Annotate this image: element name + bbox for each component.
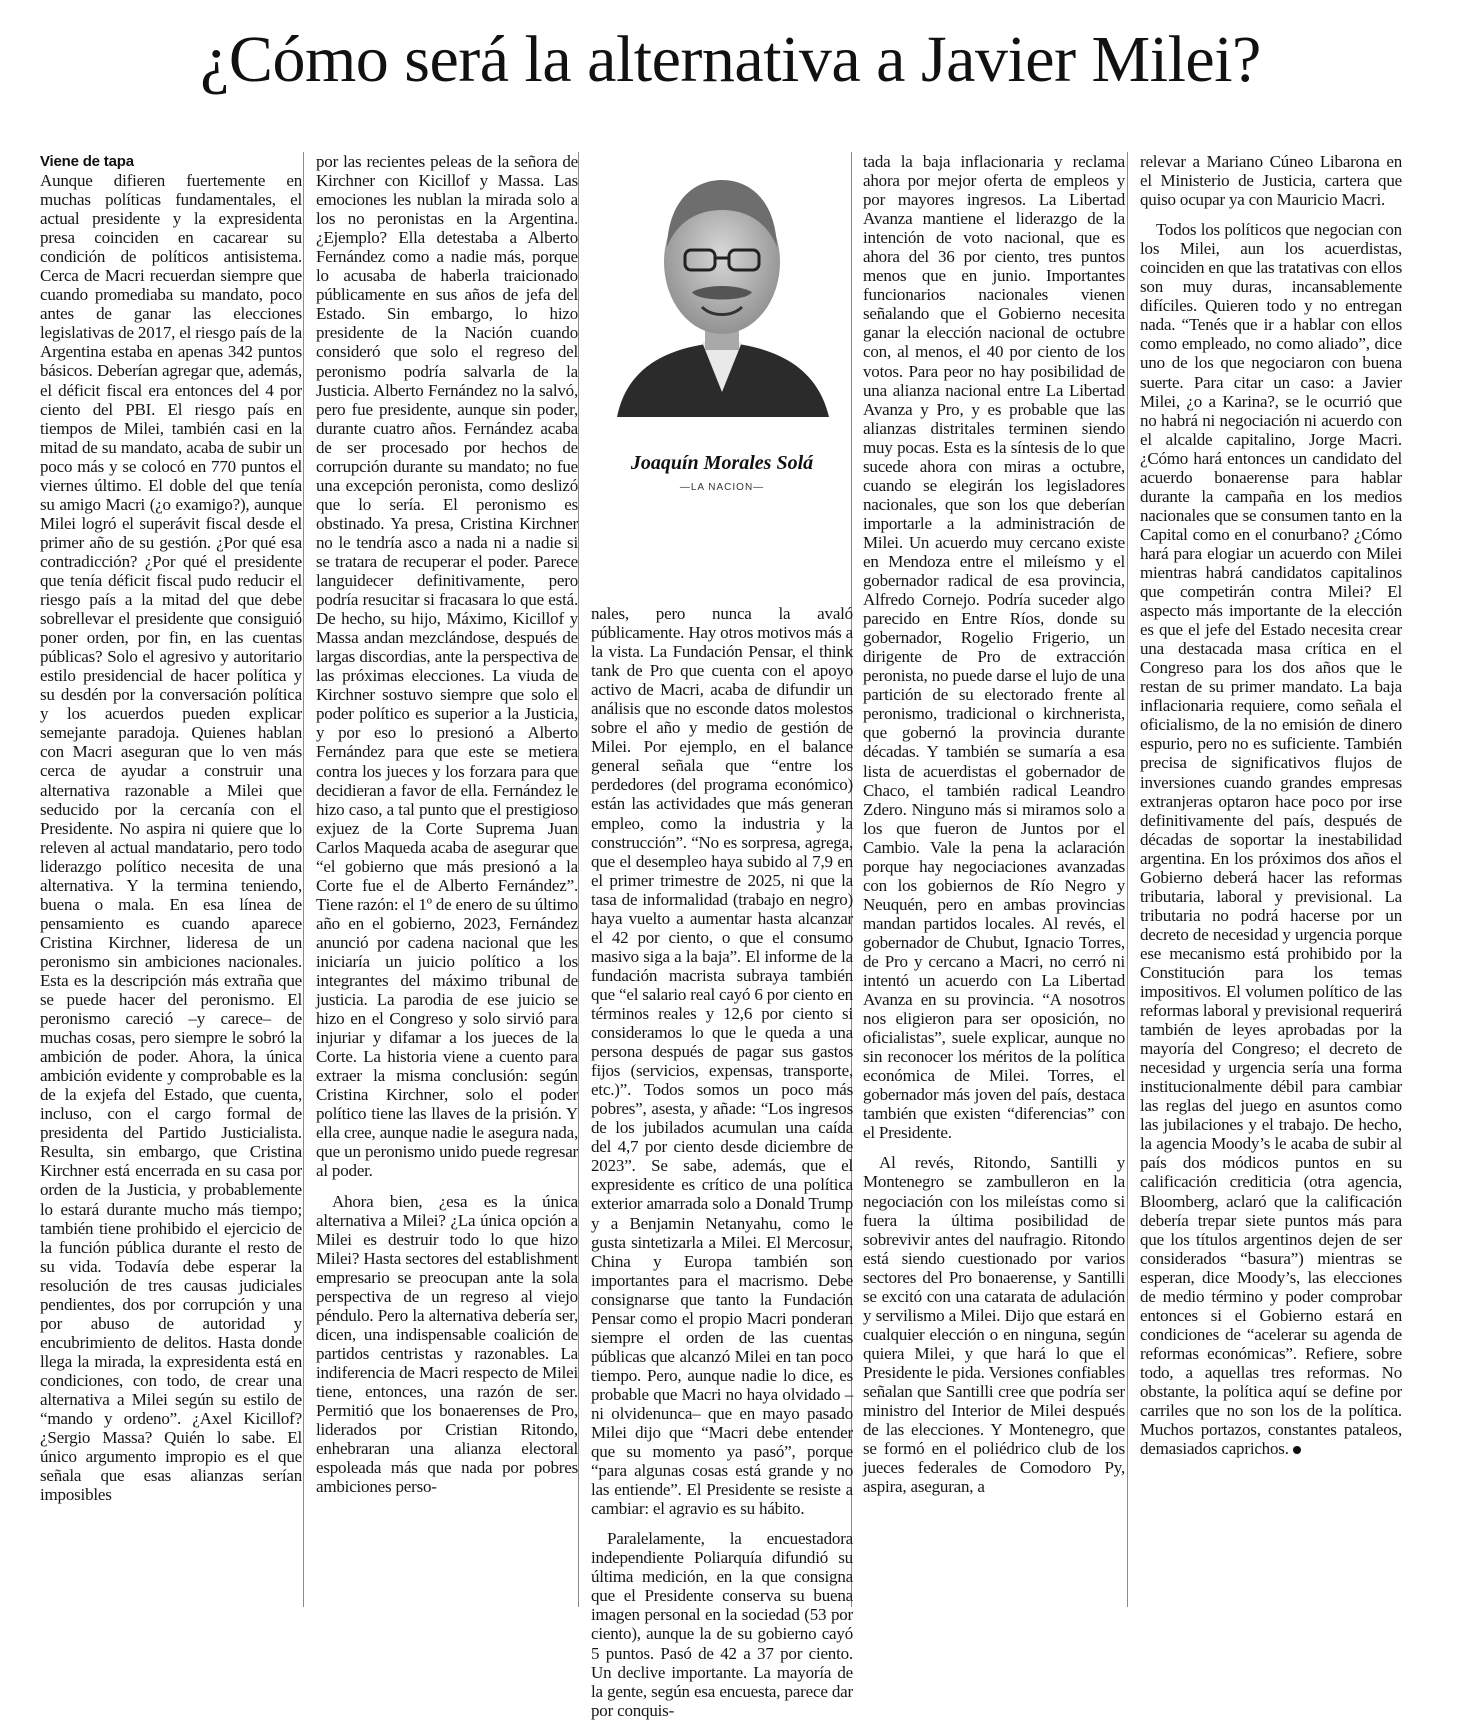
author-portrait xyxy=(597,152,847,417)
author-name: Joaquín Morales Solá xyxy=(630,452,814,474)
byline xyxy=(591,152,853,592)
paragraph: Paralelamente, la encuestadora independiente Poliarquía difundió su última medición, en la que consigna que el Presidente conserva su buena imagen personal en la sociedad (53 por ciento), aunque la de su gobierno cayó 5 puntos. Pasó de 42 a 37 por ciento. Un declive importante. La mayoría de la gente, según esa encuesta, parece dar por conquis- xyxy=(591,1529,853,1720)
article-column-3 xyxy=(591,604,853,1720)
column-rule xyxy=(303,152,304,1607)
column-rule xyxy=(1127,152,1128,1607)
paragraph: Ahora bien, ¿esa es la única alternativa a Milei? ¿La única opción a Milei es destruir todo lo que hizo Milei? Hasta sectores del establishment empresario se preocupan ante la sola perspectiva de un regreso al viejo péndulo. Pero la alternativa debería ser, dicen, una indispensable coalición de partidos centristas y razonables. La indiferencia de Macri respecto de Milei tiene, entonces, una razón de ser. Permitió que los bonaerenses de Pro, liderados por Cristian Ritondo, enhebraran una alianza electoral espoleada más que nada por pobres ambiciones perso- xyxy=(316,1191,578,1497)
paragraph: Al revés, Ritondo, Santilli y Montenegro se zambulleron en la negociación con los mileístas como si fuera la última posibilidad de sobrevivir antes del naufragio. Ritondo está siendo cuestionado por varios sectores del Pro bonaerense, y Santilli se excitó con una catarata de adulación y servilismo a Milei. Dijo que estará en cualquier elección o en ninguna, según quiera Milei, y que hará lo que el Presidente le pida. Versiones confiables señalan que Santilli cree que podría ser ministro del Interior de Milei después de las elecciones. Y Montenegro, que se formó en el poliédrico club de los jueces federales de Comodoro Py, aspira, aseguran, a xyxy=(863,1153,1125,1497)
paragraph: nales, pero nunca la avaló públicamente. Hay otros motivos más a la vista. La Fundación Pensar, el think tank de Pro que cuenta con el apoyo activo de Macri, acaba de difundir un análisis que no esconde datos molestos sobre el año y medio de gestión de Milei. Por ejemplo, en el balance general señala que “entre los perdedores (del programa económico) están las actividades que más generan empleo, como la industria y la construcción”. “No es sorpresa, agrega, que el desempleo haya subido al 7,9 en el primer trimestre de 2025, ni que la tasa de informalidad (trabajo en negro) haya vuelto a aumentar hasta alcanzar el 42 por ciento, o que el consumo masivo siga a la baja”. El informe de la fundación macrista subraya también que “el salario real cayó 6 por ciento en términos reales y 12,6 por ciento si consideramos lo que le queda a una persona después de pagar sus gastos fijos (servicios, expensas, transporte, etc.)”. Todos somos un poco más pobres”, asesta, y añade: “Los ingresos de los jubilados acumulan una caída del 4,7 por ciento desde diciembre de 2023”. Se sabe, además, que el expresidente es crítico de una política exterior amarrada solo a Donald Trump y a Benjamin Netanyahu, como le gusta sintetizarla a Milei. El Mercosur, China y Europa también son importantes para el macrismo. Debe consignarse que tanto la Fundación Pensar como el propio Macri ponderan siempre el orden de las cuentas públicas que alcanzó Milei en tan poco tiempo. Pero, aunque nadie lo dice, es probable que Macri no haya olvidado –ni olvidenunca– que en mayo pasado Milei dijo que “Macri debe entender que su momento ya pasó”, porque “para algunas cosas está grande y no las entiende”. El Presidente se resiste a cambiar: el agravio es su hábito. xyxy=(591,604,853,1519)
article-column-2 xyxy=(316,152,578,1600)
end-mark-icon xyxy=(1293,1446,1301,1454)
kicker: Viene de tapa xyxy=(40,153,134,170)
paragraph: por las recientes peleas de la señora de Kirchner con Kicillof y Massa. Las emociones les nublan la mirada solo a los no peronistas en la Argentina. ¿Ejemplo? Ella detestaba a Alberto Fernández como a nadie más, porque lo acusaba de haberla traicionado públicamente en sus años de jefa del Estado. Sin embargo, lo hizo presidente de la Nación cuando consideró que solo el regreso del peronismo podría salvarla de la Justicia. Alberto Fernández no la salvó, pero fue presidente, aunque sin poder, durante cuatro años. Fernández acaba de ser procesado por hechos de corrupción durante su mandato; no fue una excepción peronista, como deslizó que lo sería. El peronismo es obstinado. Ya presa, Cristina Kirchner no le tendría asco a nada ni a nadie si se tratara de recuperar el poder. Parece languidecer definitivamente, pero podría resucitar si fracasara lo que está. De hecho, su hijo, Máximo, Kicillof y Massa andan mezclándose, después de largas discordias, ante la perspectiva de las próximas elecciones. La viuda de Kirchner sostuvo siempre que solo el poder político es superior a la Justicia, y por eso lo presionó a Alberto Fernández para que este se metiera contra los jueces y los forzara para que decidieran a favor de ella. Fernández le hizo caso, a tal punto que el prestigioso exjuez de la Corte Suprema Juan Carlos Maqueda acaba de asegurar que “el gobierno que más presionó a la Corte fue el de Alberto Fernández”. Tiene razón: el 1º de enero de su último año en el gobierno, 2023, Fernández anunció por cadena nacional que les iniciaría un juicio político a los integrantes del máximo tribunal de justicia. La parodia de ese juicio se hizo en el Congreso y solo sirvió para injuriar y difamar a los jueces de la Corte. La historia viene a cuento para extraer la misma conclusión: según Cristina Kirchner, solo el poder político tiene las llaves de la prisión. Y ella cree, aunque nadie le asegura nada, que un peronismo unido puede regresar al poder. xyxy=(316,152,578,1181)
article-column-1 xyxy=(40,152,302,1600)
article-column-4 xyxy=(863,152,1125,1600)
paragraph-text: Todos los políticos que negocian con los Milei, aun los acuerdistas, coinciden en que las tratativas con ellos son muy duras, incansablemente difíciles. Quieren todo y no entregan nada. “Tenés que ir a hablar con ellos como empleado, no como aliado”, dice uno de los que negociaron con buena suerte. Para citar un caso: a Javier Milei, ¿o a Karina?, se le ocurrió que no habrá ni negociación ni acuerdo con el alcalde capitalino, Jorge Macri. ¿Cómo hará entonces un candidato del acuerdo bonaerense para hablar durante la campaña en los medios nacionales que se consumen tanto en la Capital como en el conurbano? ¿Cómo hará para elogiar un acuerdo con Milei mientras habrá candidatos capitalinos que competirán contra Milei? El aspecto más importante de la elección es que el jefe del Estado necesita crear una destacada masa crítica en el Congreso para los dos años que le restan de su primer mandato. La baja inflacionaria requiere, como señala el oficialismo, de la no emisión de dinero espurio, pero no es suficiente. También precisa de significativos flujos de inversiones cuando grandes empresas extranjeras optaron hace poco por irse definitivamente del país, después de décadas de soportar la inestabilidad argentina. En los próximos dos años el Gobierno deberá hacer las reformas tributaria, laboral y previsional. La tributaria no podrá hacerse por un decreto de necesidad y urgencia porque ese mecanismo está prohibido por la Constitución para los temas impositivos. El volumen político de las reformas laboral y previsional requerirá también de leyes aprobadas por la mayoría del Congreso; el decreto de necesidad y urgencia sería una forma institucionalmente débil para cambiar las reglas del juego en asuntos como las jubilaciones y el trabajo. De hecho, la agencia Moody’s le acaba de subir al país dos módicos puntos en su calificación crediticia (otra agencia, Bloomberg, aclaró que la calificación debería trepar siete puntos más para que los títulos argentinos dejen de ser considerados “basura”) mientras se esperan, dice Moody’s, las elecciones de medio término y poder comprobar entonces si el Gobierno estará en condiciones de “acelerar su agenda de reformas económicas”. Refiere, sobre todo, a aquellas tres reformas. No obstante, la política aquí se define por carriles que no son los de la política. Muchos portazos, constantes pataleos, demasiados caprichos. xyxy=(1140,220,1402,1459)
column-rule xyxy=(578,152,579,1607)
article-column-5 xyxy=(1140,152,1402,1600)
author-org: —LA NACION— xyxy=(679,482,765,493)
paragraph: Aunque difieren fuertemente en muchas políticas fundamentales, el actual presidente y la expresidenta presa coinciden en cacarear su condición de políticos antisistema. Cerca de Macri recuerdan siempre que cuando promediaba su mandato, poco antes de ganar las elecciones legislativas de 2017, el riesgo país de la Argentina estaba en apenas 342 puntos básicos. Deberían agregar que, además, el déficit fiscal era entonces del 4 por ciento del PBI. El riesgo país en tiempos de Milei, también casi en la mitad de su mandato, acaba de subir un poco más y se colocó en 770 puntos el viernes último. El doble del que tenía su amigo Macri (¿o examigo?), aunque Milei logró el superávit fiscal desde el primer año de su gestión. ¿Por qué esa contradicción? ¿Por qué el presidente que tenía déficit fiscal pudo reducir el riesgo país a la mitad del que debe sobrellevar el presidente que consiguió poner orden, por fin, en las cuentas públicas? Solo el agresivo y autoritario estilo presidencial de hacer política y su desdén por la conversación política y los acuerdos pueden explicar semejante paradoja. Quienes hablan con Macri aseguran que lo ven más cerca de ayudar a construir una alternativa razonable a Milei que seducido por la cercanía con el Presidente. No aspira ni quiere que lo releven al actual mandatario, pero todo liderazgo político necesita de una alternativa. Y la termina teniendo, buena o mala. En esa línea de pensamiento es cuando aparece Cristina Kirchner, lideresa de un peronismo sin ambiciones nacionales. Esta es la descripción más extraña que se puede hacer del peronismo. El peronismo careció –y carece– de muchas cosas, pero siempre le sobró la ambición de poder. Ahora, la única ambición evidente y comprobable es la de la exjefa del Estado, que cuenta, incluso, con el cargo formal de presidenta del Partido Justicialista. Resulta, sin embargo, que Cristina Kirchner está encerrada en su casa por orden de la Justicia, y probablemente lo estará durante mucho más tiempo; también tiene prohibido el ejercicio de la función pública durante el resto de su vida. Todavía debe esperar la resolución de tres causas judiciales pendientes, dos por corrupción y una por abuso de autoridad y encubrimiento de delitos. Hasta donde llega la mirada, la expresidenta está en condiciones, con todo, de crear una alternativa a Milei según su estilo de “mando y ordeno”. ¿Axel Kicillof? ¿Sergio Massa? Quién lo sabe. El único argumento impropio es el que señala que esas alianzas serían imposibles xyxy=(40,171,302,1505)
headline: ¿Cómo será la alternativa a Javier Milei? xyxy=(200,23,1261,96)
paragraph-final xyxy=(1140,220,1402,1458)
paragraph: tada la baja inflacionaria y reclama ahora por mejor oferta de empleos y por mayores ingresos. La Libertad Avanza mantiene el liderazgo de la intención de voto nacional, que es ahora del 36 por ciento, tres puntos menos que en junio. Importantes funcionarios nacionales vienen señalando que el Gobierno necesita ganar la elección nacional de octubre con, al menos, el 40 por ciento de los votos. Para peor no hay posibilidad de una alianza nacional entre La Libertad Avanza y Pro, y es probable que las alianzas distritales terminen siendo muy pocas. Esta es la síntesis de lo que sucede ahora con miras a octubre, cuando se elegirán los legisladores nacionales, que son los que deberían importarle a la administración de Milei. Un acuerdo muy cercano existe en Mendoza entre el mileísmo y el gobernador radical de esa provincia, Alfredo Cornejo. Podría suceder algo parecido en Entre Ríos, donde su gobernador, Rogelio Frigerio, un dirigente de Pro de extracción peronista, no puede darse el lujo de una partición de su electorado frente al peronismo, tradicional o kirchnerista, que gobernó la provincia durante décadas. Y también se sumaría a esa lista de acuerdistas el gobernador de Chaco, el también radical Leandro Zdero. Ninguno más si miramos solo a los que fueron de Juntos por el Cambio. Vale la pena la aclaración porque hay negociaciones avanzadas con los gobiernos de Río Negro y Neuquén, pero en ambas provincias mandan partidos locales. Al revés, el gobernador de Chubut, Ignacio Torres, de Pro y cercano a Macri, no cerró ni intentó un acuerdo con La Libertad Avanza en su provincia. “A nosotros nos eligieron para ser oposición, no oficialistas”, suele explicar, aunque no sin reconocer los méritos de la política económica de Milei. Torres, el gobernador más joven del país, destaca también que existen “diferencias” con el Presidente. xyxy=(863,152,1125,1143)
paragraph: relevar a Mariano Cúneo Libarona en el Ministerio de Justicia, cartera que quiso ocupar ya con Mauricio Macri. xyxy=(1140,152,1402,210)
